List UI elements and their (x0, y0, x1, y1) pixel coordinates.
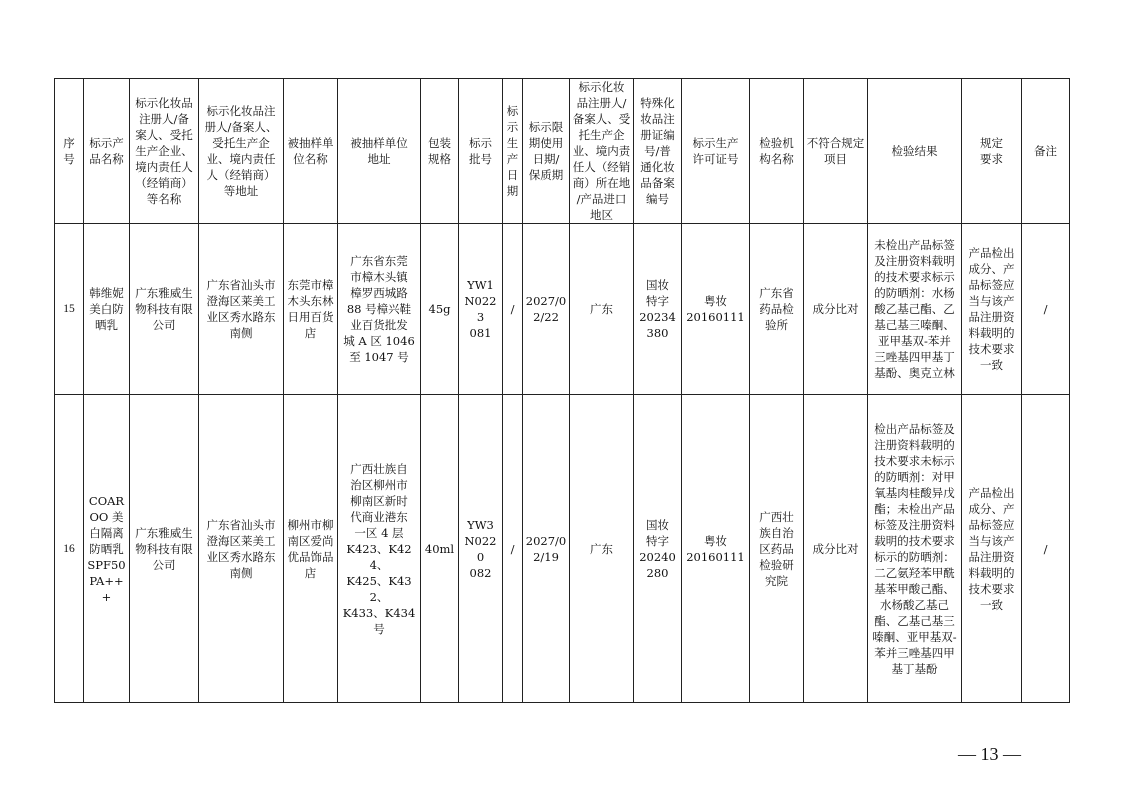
header-cell: 标示化妆品 注册人/备 案人、受托 生产企业、 境内责任人 （经销商） 等名称 (130, 79, 199, 224)
license-cell: 粤妆 20160111 (682, 395, 750, 703)
sampled-unit-cell: 东莞市樟 木头东林 日用百货 店 (284, 224, 338, 395)
product-name-cell: COAR OO 美 白隔离 防晒乳 SPF50 PA+++ (84, 395, 130, 703)
inspection-org-cell: 广西壮 族自治 区药品 检验研 究院 (750, 395, 804, 703)
header-cell: 特殊化 妆品注 册证编 号/普 通化妆 品备案 编号 (634, 79, 682, 224)
expiry-cell: 2027/0 2/22 (523, 224, 570, 395)
result-cell: 未检出产品标签 及注册资料载明 的技术要求标示 的防晒剂：水杨 酸乙基己酯、乙 基己基三嗪酮、 亚甲基双-苯并 三唑基四甲基丁 基酚、奥克立林 (868, 224, 962, 395)
header-cell: 标示限 期使用 日期/ 保质期 (523, 79, 570, 224)
production-date-cell: / (503, 395, 523, 703)
sampled-address-cell: 广西壮族自 治区柳州市 柳南区新时 代商业港东 一区 4 层 K423、K424、 K425、K432、 K433、K434 号 (338, 395, 421, 703)
company-address-cell: 广东省汕头市 澄海区莱美工 业区秀水路东 南侧 (199, 395, 284, 703)
header-cell: 标 示 生 产 日 期 (503, 79, 523, 224)
header-cell: 标示生产 许可证号 (682, 79, 750, 224)
header-cell: 被抽样单 位名称 (284, 79, 338, 224)
requirement-cell: 产品检出 成分、产 品标签应 当与该产 品注册资 料载明的 技术要求 一致 (962, 224, 1022, 395)
sampled-address-cell: 广东省东莞 市樟木头镇 樟罗西城路 88 号樟兴鞋 业百货批发 城 A 区 1046 至 1047 号 (338, 224, 421, 395)
header-cell: 不符合规定 项目 (804, 79, 868, 224)
product-name-cell: 韩维妮 美白防 晒乳 (84, 224, 130, 395)
table-row (55, 395, 1070, 703)
license-cell: 粤妆 20160111 (682, 224, 750, 395)
header-cell: 被抽样单位 地址 (338, 79, 421, 224)
registration-cell: 国妆 特字 20240 280 (634, 395, 682, 703)
expiry-cell: 2027/0 2/19 (523, 395, 570, 703)
company-cell: 广东雅威生 物科技有限 公司 (130, 224, 199, 395)
header-cell: 包装 规格 (421, 79, 459, 224)
origin-cell: 广东 (570, 395, 634, 703)
header-cell: 序 号 (55, 79, 84, 224)
header-cell: 标示化妆品注 册人/备案人、 受托生产企 业、境内责任 人（经销商） 等地址 (199, 79, 284, 224)
production-date-cell: / (503, 224, 523, 395)
company-cell: 广东雅威生 物科技有限 公司 (130, 395, 199, 703)
origin-cell: 广东 (570, 224, 634, 395)
package-cell: 40ml (421, 395, 459, 703)
company-address-cell: 广东省汕头市 澄海区莱美工 业区秀水路东 南侧 (199, 224, 284, 395)
remark-cell: / (1022, 395, 1070, 703)
header-cell: 检验机 构名称 (750, 79, 804, 224)
serial-cell: 15 (55, 224, 84, 395)
nonconforming-item-cell: 成分比对 (804, 224, 868, 395)
header-cell: 标示产 品名称 (84, 79, 130, 224)
nonconforming-item-cell: 成分比对 (804, 395, 868, 703)
header-cell: 标示 批号 (459, 79, 503, 224)
requirement-cell: 产品检出 成分、产 品标签应 当与该产 品注册资 料载明的 技术要求 一致 (962, 395, 1022, 703)
registration-cell: 国妆 特字 20234 380 (634, 224, 682, 395)
table-row (55, 224, 1070, 395)
package-cell: 45g (421, 224, 459, 395)
inspection-results-table (54, 78, 1070, 703)
remark-cell: / (1022, 224, 1070, 395)
result-cell: 检出产品标签及 注册资料载明的 技术要求未标示 的防晒剂：对甲 氧基肉桂酸异戊 酯；未检出产品 标签及注册资料 载明的技术要求 标示的防晒剂： 二乙氨羟苯甲酰 基苯甲酸己酯、 水杨酸乙基己 酯、乙基己基三 嗪酮、亚甲基双- 苯并三唑基四甲 基丁基酚 (868, 395, 962, 703)
header-row (55, 79, 1070, 224)
page-number: — 13 — (958, 744, 1021, 764)
header-cell: 备注 (1022, 79, 1070, 224)
inspection-org-cell: 广东省 药品检 验所 (750, 224, 804, 395)
serial-cell: 16 (55, 395, 84, 703)
batch-cell: YW1 N0223 081 (459, 224, 503, 395)
header-cell: 检验结果 (868, 79, 962, 224)
header-cell: 标示化妆 品注册人/ 备案人、受 托生产企 业、境内责 任人（经销 商）所在地 /产品进口 地区 (570, 79, 634, 224)
sampled-unit-cell: 柳州市柳 南区爱尚 优品饰品 店 (284, 395, 338, 703)
batch-cell: YW3 N0220 082 (459, 395, 503, 703)
header-cell: 规定 要求 (962, 79, 1022, 224)
